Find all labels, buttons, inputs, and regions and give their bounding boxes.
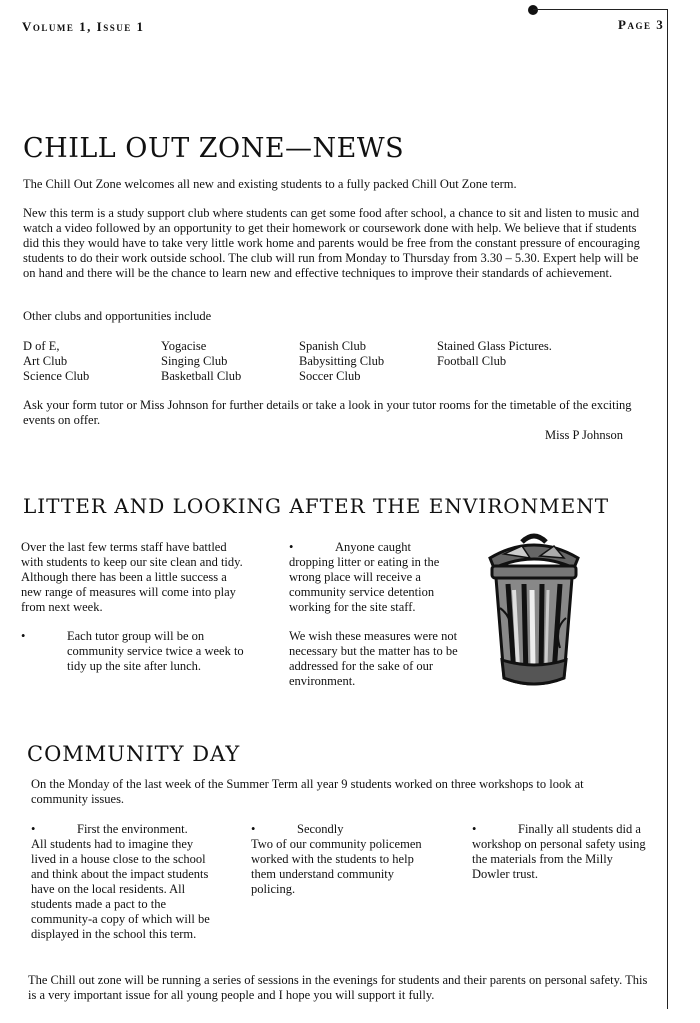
club-item: Stained Glass Pictures.	[437, 339, 552, 353]
bullet-icon: •	[472, 822, 477, 836]
chill-out-paragraph: New this term is a study support club where students can get some food after school, a chance to sit and listen to music and watch a video followed by an opportunity to get their homework or coursework done with help. We believe that if students did this they would have to take very little work home and parents would be free from the constant pressure of encouraging students to do their work outside school. The club will run from Monday to Thursday from 3.30 – 5.30. Expert help will be on hand and there will be the chance to learn new and effective techniques to improve their standards of achievement.	[23, 206, 640, 280]
litter-paragraph: Over the last few terms staff have battled with students to keep our site clean and tidy. Although there has been a little success a new range of measures will come into play from next week.	[21, 540, 243, 614]
club-item: Yogacise	[161, 339, 207, 353]
bullet-text-continued: All students had to imagine they lived in a house close to the school and think about the impact students have on the local residents. All students made a pact to the community-a copy of which will be displayed in the school this term.	[31, 837, 210, 941]
community-workshop-environment	[31, 822, 211, 942]
clubs-column	[437, 339, 597, 384]
clubs-column	[299, 339, 437, 384]
bullet-icon: •	[251, 822, 256, 836]
header-dot	[528, 5, 538, 15]
bullet-text: Secondly	[297, 822, 344, 836]
community-closing: The Chill out zone will be running a series of sessions in the evenings for students and their parents on personal safety. This is a very important issue for all young people and I hope you will support it fully.	[28, 973, 648, 1002]
club-item: Singing Club	[161, 354, 228, 368]
trash-can-icon	[484, 528, 584, 694]
clubs-column	[23, 339, 161, 384]
clubs-column	[161, 339, 299, 384]
club-item: D of E,	[23, 339, 60, 353]
clubs-list	[23, 339, 597, 384]
club-item: Art Club	[23, 354, 68, 368]
bullet-icon: •	[289, 540, 294, 554]
header-rule	[533, 9, 667, 10]
bullet-text: Each tutor group will be on	[67, 629, 205, 643]
chill-out-intro: The Chill Out Zone welcomes all new and existing students to a fully packed Chill Out Zone term.	[23, 177, 517, 191]
litter-closing-paragraph: We wish these measures were not necessary but the matter has to be addressed for the sake of our environment.	[289, 629, 458, 688]
club-item: Basketball Club	[161, 369, 242, 383]
club-item: Spanish Club	[299, 339, 367, 353]
community-workshop-policing	[251, 822, 426, 897]
section-title-litter: LITTER AND LOOKING AFTER THE ENVIRONMENT	[23, 494, 610, 518]
bullet-text-continued: workshop on personal safety using the materials from the Milly Dowler trust.	[472, 837, 646, 881]
club-item: Soccer Club	[299, 369, 361, 383]
bullet-text-continued: community service twice a week to tidy up the site after lunch.	[67, 644, 244, 673]
club-item: Babysitting Club	[299, 354, 385, 368]
page-number: Page 3	[618, 17, 665, 32]
bullet-icon: •	[31, 822, 36, 836]
clubs-lead: Other clubs and opportunities include	[23, 309, 212, 323]
bullet-text: Anyone caught	[335, 540, 412, 554]
litter-bullet-caught	[289, 540, 464, 615]
ask-tutor-paragraph: Ask your form tutor or Miss Johnson for further details or take a look in your tutor rooms for the timetable of the exciting events on offer.	[23, 398, 632, 427]
club-item: Science Club	[23, 369, 90, 383]
community-intro: On the Monday of the last week of the Summer Term all year 9 students worked on three workshops to look at community issues.	[31, 777, 584, 806]
bullet-text: First the environment.	[77, 822, 188, 836]
section-title-community-day: COMMUNITY DAY	[27, 742, 241, 766]
signature: Miss P Johnson	[545, 428, 624, 442]
section-title-chill-out-zone: CHILL OUT ZONE—NEWS	[23, 133, 405, 164]
volume-issue-label: Volume 1, Issue 1	[22, 19, 145, 34]
bullet-icon: •	[21, 629, 26, 643]
bullet-text: Finally all students did a	[518, 822, 641, 836]
page-right-border	[667, 9, 668, 1009]
bullet-text-continued: Two of our community policemen worked with the students to help them understand community policing.	[251, 837, 422, 896]
litter-bullet-tutor-group	[21, 629, 251, 674]
bullet-text-continued: dropping litter or eating in the wrong place will receive a community service detention working for the site staff.	[289, 555, 440, 614]
community-workshop-safety	[472, 822, 652, 882]
club-item: Football Club	[437, 354, 507, 368]
